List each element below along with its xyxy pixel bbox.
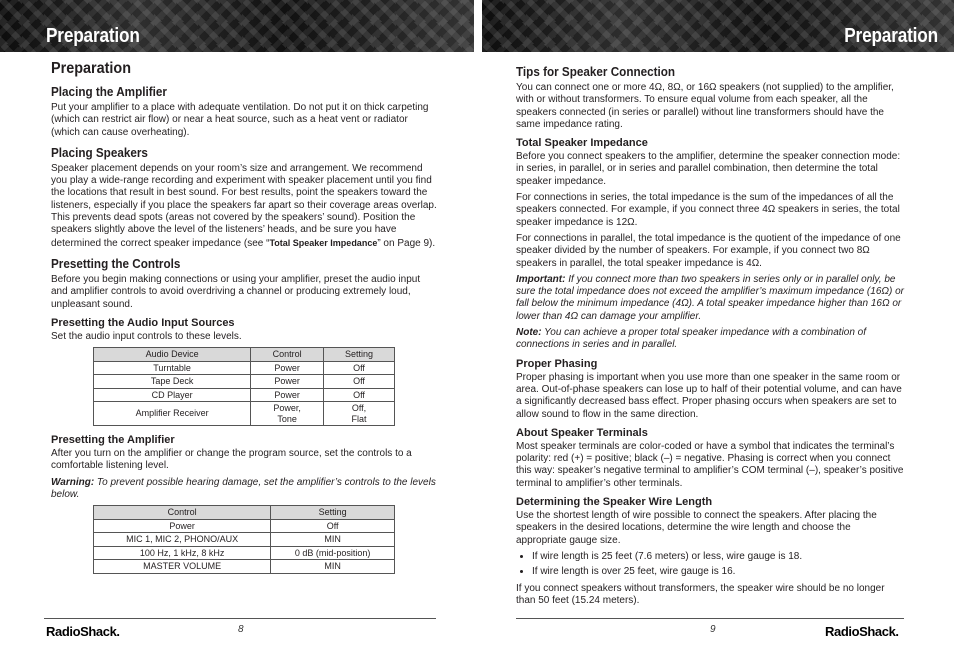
important-label: Important: [516, 273, 566, 285]
table-cell: Tape Deck [94, 375, 251, 389]
table-header-row [94, 506, 395, 520]
warning-note [51, 477, 437, 502]
table-header-cell: Setting [271, 506, 395, 520]
table-cell: Amplifier Receiver [94, 402, 251, 426]
impedance-paragraph-2: For connections in series, the total impedance is the sum of the impedances of all the speakers connected. For example, if you connect three 4Ω speakers in series, the total speaker impedance is 12Ω. [516, 192, 900, 228]
subsection-title-speaker-terminals: About Speaker Terminals [516, 426, 648, 439]
table-cell: MIN [271, 560, 395, 574]
important-note [516, 274, 904, 323]
right-banner-title: Preparation [844, 25, 938, 47]
left-page-number: 8 [238, 624, 244, 635]
combination-note [516, 327, 904, 352]
presetting-amplifier-text: After you turn on the amplifier or change the program source, set the controls to a comfortable listening level. [51, 448, 412, 472]
left-header-banner [0, 0, 474, 52]
left-brand-logo: RadioShack. [46, 624, 120, 639]
audio-inputs-text: Set the audio input controls to these levels. [51, 330, 242, 342]
table-row [94, 519, 395, 533]
table-cell: MIN [271, 533, 395, 547]
impedance-paragraph-1: Before you connect speakers to the amplifier, determine the speaker connection mode: in series, in parallel, or in series and parallel combination, then determine the total speaker impedance. [516, 151, 901, 187]
section-title-placing-speakers: Placing Speakers [51, 144, 148, 160]
table-cell: Power [251, 375, 324, 389]
subsection-title-audio-inputs: Presetting the Audio Input Sources [51, 316, 235, 329]
subsection-title-proper-phasing: Proper Phasing [516, 357, 598, 370]
table-cell: Off [271, 519, 395, 533]
warning-label: Warning: [51, 476, 95, 488]
table-row [94, 402, 395, 426]
list-item: • If wire length is 25 feet (7.6 meters) or less, wire gauge is 18. [532, 551, 904, 563]
section-title-presetting-controls: Presetting the Controls [51, 255, 181, 271]
placing-amplifier-text: Put your amplifier to a place with adequate ventilation. Do not put it on thick carpeting (which can restrict air flow) or near a heat source, such as a heat vent or radiator (which can cause overheating). [51, 102, 429, 138]
table-cell: Turntable [94, 361, 251, 375]
note-text: You can achieve a proper total speaker impedance with a combination of connections in series and in parallel. [516, 327, 867, 351]
note-label: Note: [516, 327, 542, 339]
table-row [94, 388, 395, 402]
presetting-controls-text: Before you begin making connections or using your amplifier, preset the audio input and amplifier controls to avoid overdriving a channel or producing extremely loud, unpleasant sound. [51, 273, 421, 310]
table-cell: Off [324, 388, 395, 402]
table-header-cell: Audio Device [94, 348, 251, 362]
table-cell: Power, Tone [251, 402, 324, 426]
right-header-banner [482, 0, 954, 52]
subsection-title-presetting-amplifier: Presetting the Amplifier [51, 434, 175, 447]
important-text: If you connect more than two speakers in series only or in parallel only, be sure the total impedance does not exceed the amplifier’s maximum impedance (16Ω) or fall below the minimum impedance (4Ω). A total speaker impedance higher than 16Ω or lower than 4Ω can damage your amplifier. [516, 273, 904, 322]
table-cell: Off [324, 361, 395, 375]
right-brand-logo: RadioShack. [825, 624, 899, 639]
table-row [94, 546, 395, 560]
impedance-reference-link[interactable]: Total Speaker Impedance [269, 237, 378, 248]
amplifier-settings-table [93, 505, 395, 574]
wire-gauge-list [516, 551, 904, 579]
table-cell: MIC 1, MIC 2, PHONO/AUX [94, 533, 271, 547]
placing-speakers-text-end: ” on Page 9). [377, 237, 436, 249]
tips-text: You can connect one or more 4Ω, 8Ω, or 16Ω speakers (not supplied) to the amplifier, with or without transformers. To ensure equal volume from each speaker, all the speakers connected (in series or parallel) without line transformers should have the same impedance rating. [516, 82, 894, 130]
subsection-title-total-impedance: Total Speaker Impedance [516, 137, 648, 150]
page-heading: Preparation [51, 60, 132, 77]
table-cell: 100 Hz, 1 kHz, 8 kHz [94, 546, 271, 560]
table-cell: CD Player [94, 388, 251, 402]
table-cell: Power [251, 388, 324, 402]
wire-text: Use the shortest length of wire possible to connect the speakers. After placing the speakers in the desired locations, determine the wire length and choose the appropriate gauge size. [516, 510, 877, 546]
impedance-paragraph-3: For connections in parallel, the total impedance is the quotient of the impedance of one speaker divided by the number of speakers. For example, if you connect two 8Ω speakers in parallel, the total speaker impedance is 4Ω. [516, 232, 901, 269]
warning-text: To prevent possible hearing damage, set the amplifier’s controls to the levels below. [51, 476, 436, 501]
terminals-text: Most speaker terminals are color-coded or have a symbol that indicates the terminal’s polarity: red (+) = positive; black (–) = negative. Phasing is correct when you connect this way: speaker’s negative terminal to amplifier’s COM terminal (–), speaker’s positive terminal to amplifier’s other terminals. [516, 440, 904, 489]
section-title-tips: Tips for Speaker Connection [516, 64, 676, 79]
section-title-placing-amplifier: Placing the Amplifier [51, 84, 167, 99]
left-banner-title: Preparation [46, 25, 140, 47]
table-header-row [94, 348, 395, 362]
audio-input-table [93, 347, 395, 426]
left-page-column [51, 58, 437, 582]
subsection-title-wire-length: Determining the Speaker Wire Length [516, 496, 713, 509]
table-cell: Off [324, 375, 395, 389]
table-cell: 0 dB (mid-position) [271, 546, 395, 560]
placing-speakers-text [51, 163, 437, 250]
table-header-cell: Control [94, 506, 271, 520]
right-page-number: 9 [710, 624, 716, 635]
placing-speakers-text-start: Speaker placement depends on your room’s size and arrangement. We recommend you play a wide-range recording and experiment with speaker placement until you find the locations that result in best sound. For best results, point the speakers toward the listeners, especially if you place the speakers far apart so their coverage areas overlap. This prevents dead spots (areas not covered by the speakers’ sound). Position the speakers slightly above the level of the listeners’ heads, and be sure you have determined the correct speaker impedance (see “ [51, 162, 437, 249]
left-footer-divider [44, 618, 436, 619]
table-header-cell: Setting [324, 348, 395, 362]
phasing-text: Proper phasing is important when you use more than one speaker in the same room or area. Out-of-phase speakers can lose up to half of their potential volume, and can have a significantly decreased bass effect. Proper phasing occurs when speakers are set to allow sound to flow in the same direction. [516, 371, 902, 420]
table-cell: MASTER VOLUME [94, 560, 271, 574]
table-row [94, 560, 395, 574]
table-cell: Power [94, 519, 271, 533]
table-cell: Off, Flat [324, 402, 395, 426]
table-row [94, 361, 395, 375]
wire-closing-text: If you connect speakers without transformers, the speaker wire should be no longer than 50 feet (15.24 meters). [516, 582, 885, 606]
table-row [94, 533, 395, 547]
table-header-cell: Control [251, 348, 324, 362]
right-page-column [516, 58, 904, 611]
right-footer-divider [516, 618, 904, 619]
table-row [94, 375, 395, 389]
list-item: • If wire length is over 25 feet, wire gauge is 16. [532, 566, 904, 578]
table-cell: Power [251, 361, 324, 375]
